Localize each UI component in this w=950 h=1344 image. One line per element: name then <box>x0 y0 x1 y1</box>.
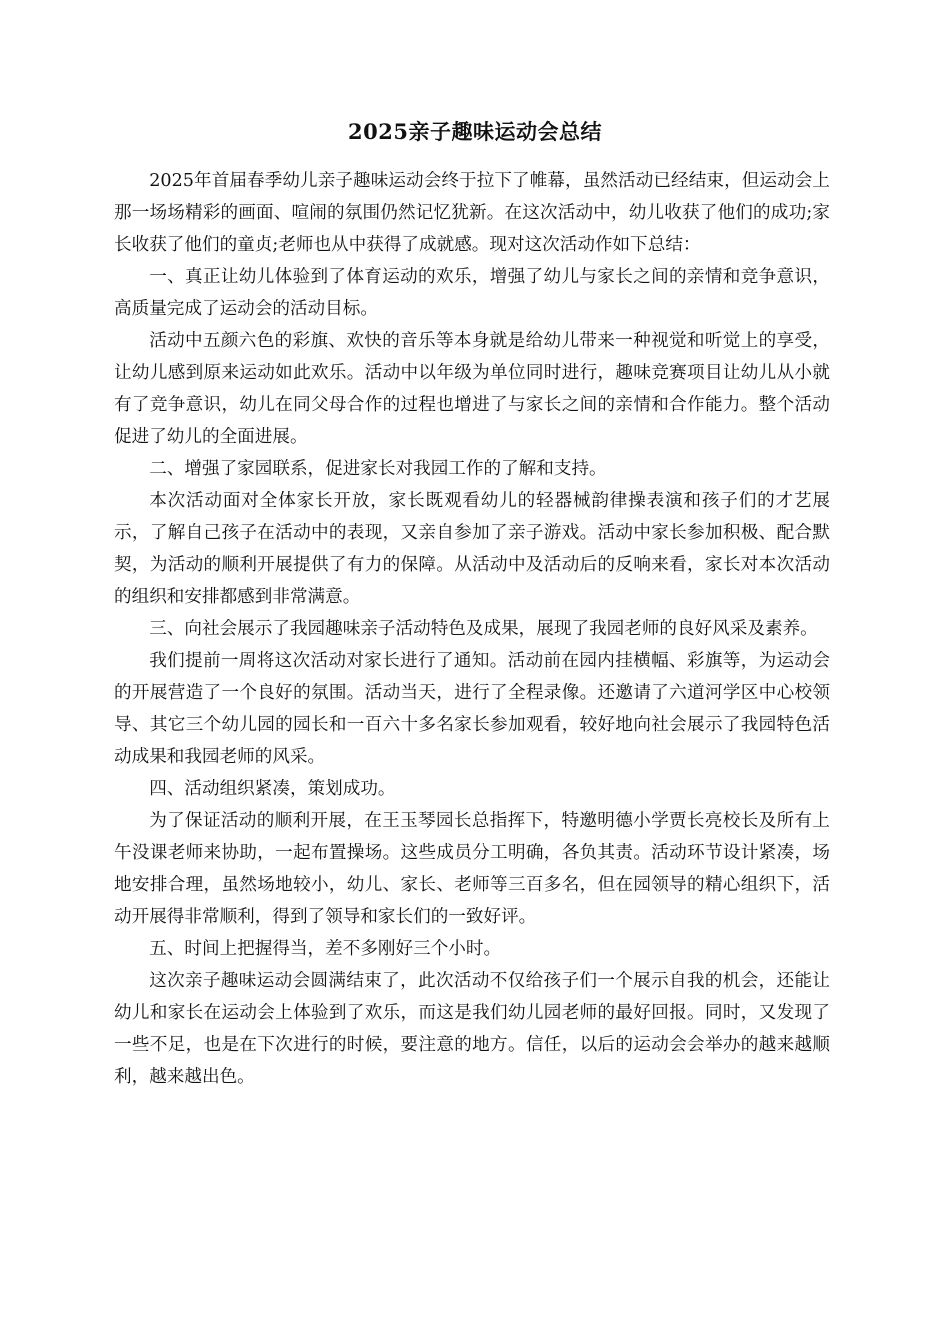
paragraph-body-1: 活动中五颜六色的彩旗、欢快的音乐等本身就是给幼儿带来一种视觉和听觉上的享受，让幼儿感到原来运动如此欢乐。活动中以年级为单位同时进行，趣味竞赛项目让幼儿从小就有了竞争意识，幼儿在同父母合作的过程也增进了与家长之间的亲情和合作能力。整个活动促进了幼儿的全面进展。 <box>114 331 830 447</box>
paragraph-body-3: 我们提前一周将这次活动对家长进行了通知。活动前在园内挂横幅、彩旗等，为运动会的开展营造了一个良好的氛围。活动当天，进行了全程录像。还邀请了六道河学区中心校领导、其它三个幼儿园的园长和一百六十多名家长参加观看，较好地向社会展示了我园特色活动成果和我园老师的风采。 <box>114 651 830 767</box>
paragraph-heading-3: 三、向社会展示了我园趣味亲子活动特色及成果，展现了我园老师的良好风采及素养。 <box>149 619 818 639</box>
paragraph-conclusion: 这次亲子趣味运动会圆满结束了，此次活动不仅给孩子们一个展示自我的机会，还能让幼儿和家长在运动会上体验到了欢乐，而这是我们幼儿园老师的最好回报。同时，又发现了一些不足，也是在下次进行的时候，要注意的地方。信任，以后的运动会会举办的越来越顺利，越来越出色。 <box>114 971 830 1087</box>
paragraph-heading-2: 二、增强了家园联系，促进家长对我园工作的了解和支持。 <box>149 459 607 479</box>
paragraph-heading-4: 四、活动组织紧凑，策划成功。 <box>149 779 396 799</box>
paragraph-body-2: 本次活动面对全体家长开放，家长既观看幼儿的轻器械韵律操表演和孩子们的才艺展示，了解自己孩子在活动中的表现，又亲自参加了亲子游戏。活动中家长参加积极、配合默契，为活动的顺利开展提供了有力的保障。从活动中及活动后的反响来看，家长对本次活动的组织和安排都感到非常满意。 <box>114 491 830 607</box>
paragraph-intro: 2025年首届春季幼儿亲子趣味运动会终于拉下了帷幕，虽然活动已经结束，但运动会上那一场场精彩的画面、喧闹的氛围仍然记忆犹新。在这次活动中，幼儿收获了他们的成功;家长收获了他们的童贞;老师也从中获得了成就感。现对这次活动作如下总结： <box>114 171 830 255</box>
paragraph-body-4: 为了保证活动的顺利开展，在王玉琴园长总指挥下，特邀明德小学贾长亮校长及所有上午没课老师来协助，一起布置操场。这些成员分工明确，各负其责。活动环节设计紧凑，场地安排合理，虽然场地较小，幼儿、家长、老师等三百多名，但在园领导的精心组织下，活动开展得非常顺利，得到了领导和家长们的一致好评。 <box>114 811 830 927</box>
paragraph-heading-1: 一、真正让幼儿体验到了体育运动的欢乐，增强了幼儿与家长之间的亲情和竞争意识，高质量完成了运动会的活动目标。 <box>114 267 830 319</box>
document-body <box>114 165 830 1093</box>
document-title: 2025亲子趣味运动会总结 <box>348 119 602 144</box>
paragraph-heading-5: 五、时间上把握得当，差不多刚好三个小时。 <box>149 939 502 959</box>
